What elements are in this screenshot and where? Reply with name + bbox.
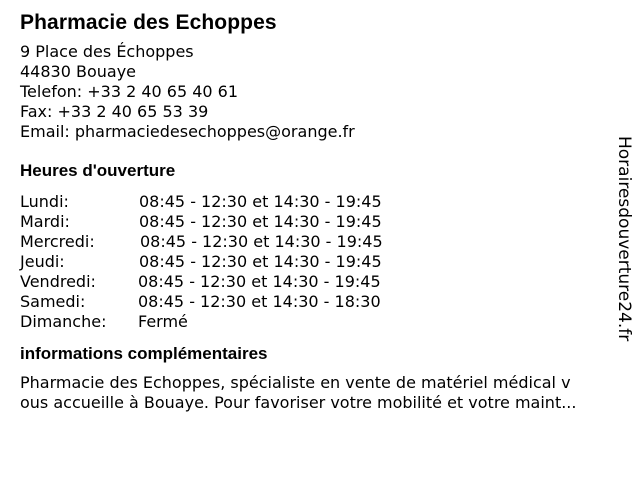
phone-number[interactable]: Telefon: +33 2 40 65 40 61 xyxy=(20,82,239,101)
hours-table xyxy=(20,192,615,332)
hours-row-wednesday xyxy=(20,232,615,252)
day-label: Dimanche: xyxy=(20,312,107,331)
time-value: 08:45 - 12:30 et 14:30 - 18:30 xyxy=(138,292,381,311)
hours-heading: Heures d'ouverture xyxy=(20,161,176,180)
hours-row-thursday xyxy=(20,252,615,272)
time-value: 08:45 - 12:30 et 14:30 - 19:45 xyxy=(139,212,382,231)
address-block xyxy=(20,42,615,142)
info-heading: informations complémentaires xyxy=(20,344,268,363)
hours-row-tuesday xyxy=(20,212,615,232)
info-description xyxy=(20,373,625,413)
day-label: Samedi: xyxy=(20,292,86,311)
address-city: 44830 Bouaye xyxy=(20,62,137,81)
info-description-line-2: ous accueille à Bouaye. Pour favoriser votre mobilité et votre maint... xyxy=(20,393,577,412)
time-value: Fermé xyxy=(138,312,188,331)
watermark-text: Horairesdouverture24.fr xyxy=(614,136,634,342)
fax-number: Fax: +33 2 40 65 53 39 xyxy=(20,102,209,121)
day-label: Vendredi: xyxy=(20,272,96,291)
time-value: 08:45 - 12:30 et 14:30 - 19:45 xyxy=(139,252,382,271)
day-label: Mercredi: xyxy=(20,232,95,251)
time-value: 08:45 - 12:30 et 14:30 - 19:45 xyxy=(140,232,383,251)
hours-row-monday xyxy=(20,192,615,212)
pharmacy-card xyxy=(20,10,615,413)
hours-row-saturday xyxy=(20,292,615,312)
day-label: Jeudi: xyxy=(20,252,65,271)
email-address[interactable]: Email: pharmaciedesechoppes@orange.fr xyxy=(20,122,355,141)
pharmacy-name: Pharmacie des Echoppes xyxy=(20,11,277,34)
site-watermark xyxy=(609,136,639,346)
info-description-line-1: Pharmacie des Echoppes, spécialiste en vente de matériel médical v xyxy=(20,373,571,392)
day-label: Mardi: xyxy=(20,212,70,231)
time-value: 08:45 - 12:30 et 14:30 - 19:45 xyxy=(139,192,382,211)
time-value: 08:45 - 12:30 et 14:30 - 19:45 xyxy=(138,272,381,291)
day-label: Lundi: xyxy=(20,192,69,211)
address-street: 9 Place des Échoppes xyxy=(20,42,194,61)
hours-row-friday xyxy=(20,272,615,292)
hours-row-sunday xyxy=(20,312,615,332)
